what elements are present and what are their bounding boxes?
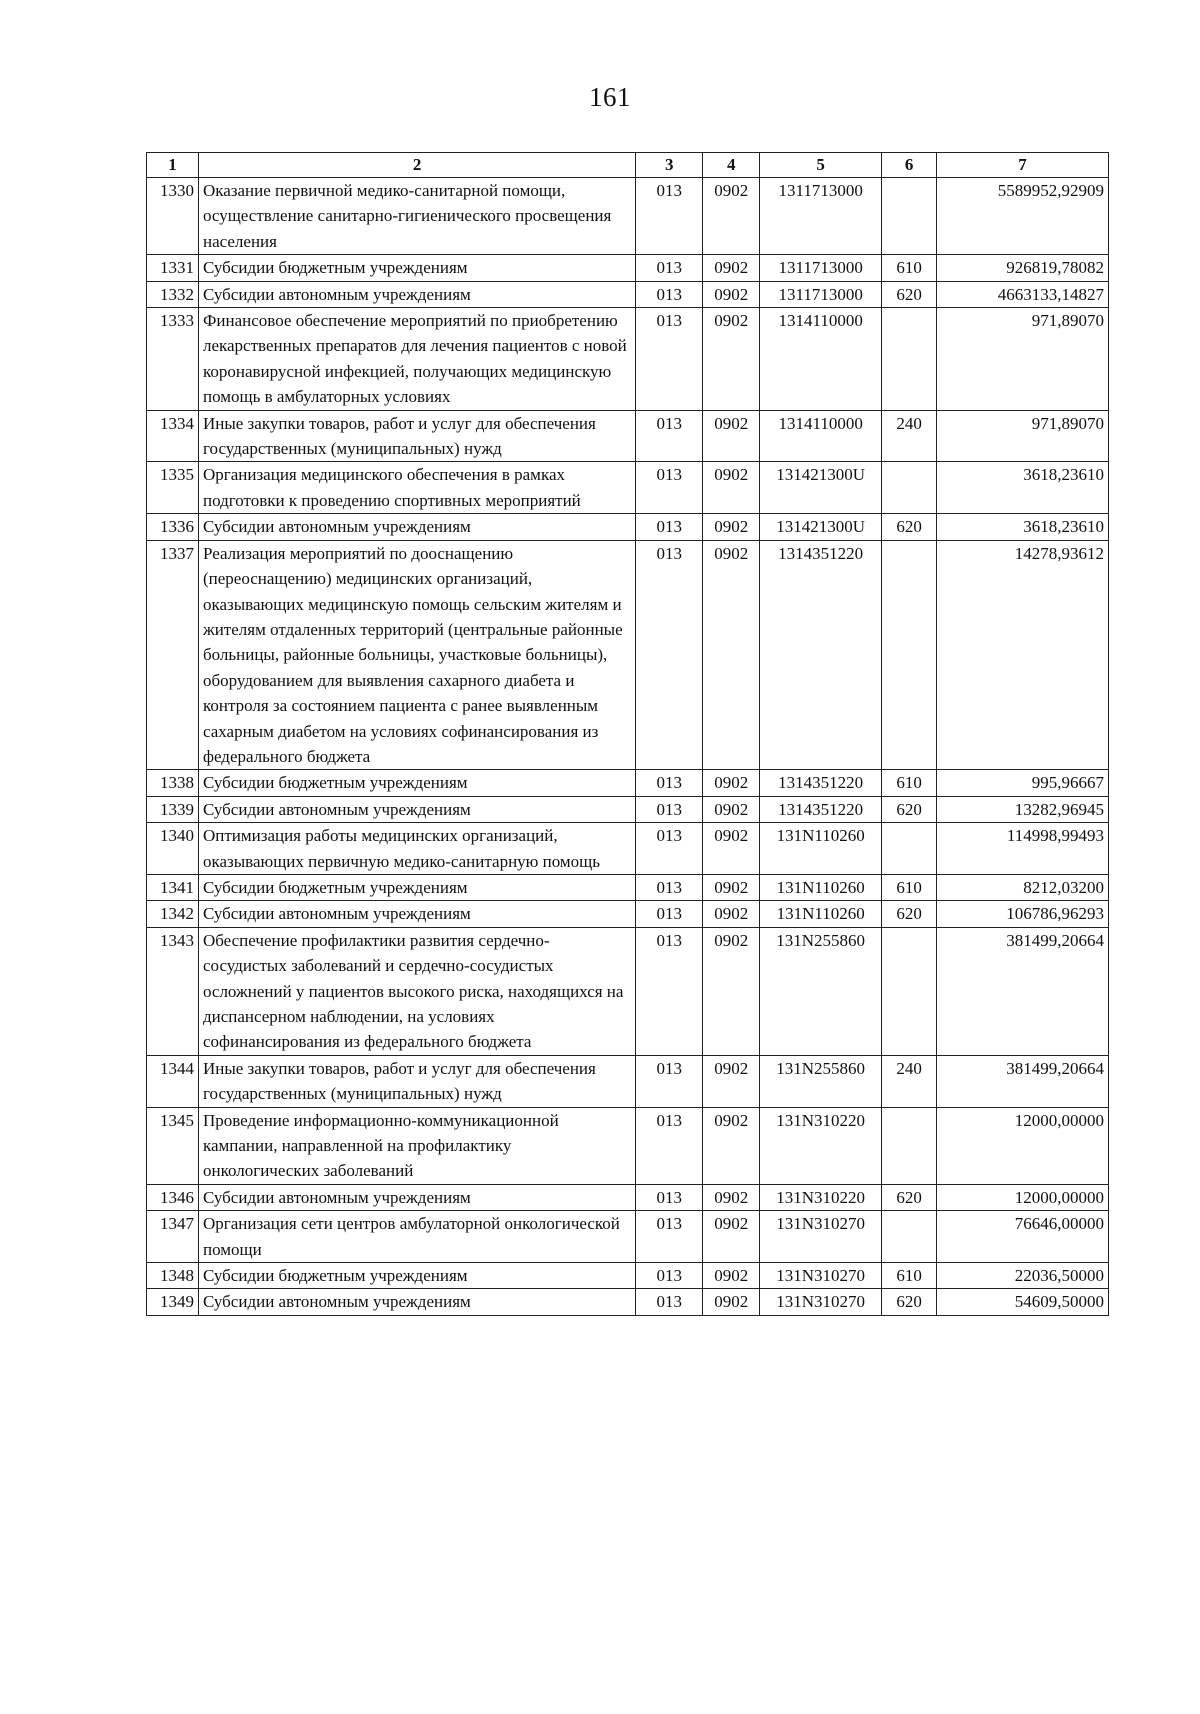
target-article-code: 131421300U: [760, 462, 882, 514]
row-description: Иные закупки товаров, работ и услуг для обеспечения государственных (муниципальных) нужд: [198, 410, 635, 462]
column-header: 1: [147, 153, 199, 178]
section-code: 0902: [703, 540, 760, 770]
expense-type-code: 610: [882, 1263, 937, 1289]
column-header: 4: [703, 153, 760, 178]
table-row: [147, 1289, 1109, 1315]
ministry-code: 013: [636, 796, 703, 822]
row-number: 1335: [147, 462, 199, 514]
column-header: 3: [636, 153, 703, 178]
row-description: Субсидии бюджетным учреждениям: [198, 255, 635, 281]
row-number: 1349: [147, 1289, 199, 1315]
expense-type-code: 620: [882, 281, 937, 307]
row-description: Субсидии автономным учреждениям: [198, 1289, 635, 1315]
amount: 971,89070: [937, 308, 1109, 411]
expense-type-code: [882, 927, 937, 1055]
ministry-code: 013: [636, 1107, 703, 1184]
amount: 3618,23610: [937, 462, 1109, 514]
row-description: Финансовое обеспечение мероприятий по приобретению лекарственных препаратов для лечения пациентов с новой коронавирусной инфекцией, получающих медицинскую помощь в амбулаторных условиях: [198, 308, 635, 411]
ministry-code: 013: [636, 410, 703, 462]
expense-type-code: 620: [882, 901, 937, 927]
amount: 76646,00000: [937, 1211, 1109, 1263]
expense-type-code: 620: [882, 1184, 937, 1210]
table-row: [147, 462, 1109, 514]
target-article-code: 131N310270: [760, 1211, 882, 1263]
expense-type-code: [882, 540, 937, 770]
target-article-code: 131N310270: [760, 1263, 882, 1289]
expense-type-code: 610: [882, 874, 937, 900]
target-article-code: 1314110000: [760, 308, 882, 411]
row-description: Проведение информационно-коммуникационной кампании, направленной на профилактику онкологических заболеваний: [198, 1107, 635, 1184]
section-code: 0902: [703, 308, 760, 411]
expense-type-code: 610: [882, 255, 937, 281]
row-number: 1337: [147, 540, 199, 770]
section-code: 0902: [703, 462, 760, 514]
table-row: [147, 823, 1109, 875]
table-row: [147, 540, 1109, 770]
ministry-code: 013: [636, 1055, 703, 1107]
amount: 54609,50000: [937, 1289, 1109, 1315]
table-row: [147, 178, 1109, 255]
section-code: 0902: [703, 901, 760, 927]
target-article-code: 1311713000: [760, 178, 882, 255]
table-body: [147, 178, 1109, 1316]
target-article-code: 131N255860: [760, 927, 882, 1055]
section-code: 0902: [703, 823, 760, 875]
row-number: 1345: [147, 1107, 199, 1184]
amount: 5589952,92909: [937, 178, 1109, 255]
ministry-code: 013: [636, 1184, 703, 1210]
table-row: [147, 308, 1109, 411]
row-number: 1336: [147, 514, 199, 540]
table-row: [147, 281, 1109, 307]
table-row: [147, 1211, 1109, 1263]
row-description: Субсидии автономным учреждениям: [198, 281, 635, 307]
amount: 971,89070: [937, 410, 1109, 462]
row-number: 1333: [147, 308, 199, 411]
row-number: 1343: [147, 927, 199, 1055]
column-header: 6: [882, 153, 937, 178]
ministry-code: 013: [636, 874, 703, 900]
row-description: Субсидии автономным учреждениям: [198, 514, 635, 540]
target-article-code: 131N110260: [760, 874, 882, 900]
amount: 995,96667: [937, 770, 1109, 796]
ministry-code: 013: [636, 1289, 703, 1315]
amount: 3618,23610: [937, 514, 1109, 540]
table-row: [147, 927, 1109, 1055]
budget-table: [146, 152, 1109, 1316]
row-number: 1338: [147, 770, 199, 796]
row-description: Иные закупки товаров, работ и услуг для обеспечения государственных (муниципальных) нужд: [198, 1055, 635, 1107]
row-description: Субсидии бюджетным учреждениям: [198, 1263, 635, 1289]
table-row: [147, 255, 1109, 281]
target-article-code: 1314351220: [760, 770, 882, 796]
ministry-code: 013: [636, 927, 703, 1055]
target-article-code: 1311713000: [760, 281, 882, 307]
amount: 22036,50000: [937, 1263, 1109, 1289]
expense-type-code: 240: [882, 1055, 937, 1107]
row-number: 1334: [147, 410, 199, 462]
table-row: [147, 1055, 1109, 1107]
target-article-code: 131N310270: [760, 1289, 882, 1315]
table-row: [147, 410, 1109, 462]
section-code: 0902: [703, 770, 760, 796]
amount: 14278,93612: [937, 540, 1109, 770]
section-code: 0902: [703, 1107, 760, 1184]
amount: 106786,96293: [937, 901, 1109, 927]
row-number: 1341: [147, 874, 199, 900]
row-description: Организация медицинского обеспечения в рамках подготовки к проведению спортивных мероприятий: [198, 462, 635, 514]
expense-type-code: 620: [882, 1289, 937, 1315]
page-number: 161: [589, 82, 631, 112]
table-header: [147, 153, 1109, 178]
expense-type-code: 620: [882, 796, 937, 822]
amount: 926819,78082: [937, 255, 1109, 281]
column-header: 5: [760, 153, 882, 178]
section-code: 0902: [703, 927, 760, 1055]
section-code: 0902: [703, 1289, 760, 1315]
target-article-code: 131N310220: [760, 1184, 882, 1210]
row-number: 1330: [147, 178, 199, 255]
amount: 13282,96945: [937, 796, 1109, 822]
amount: 8212,03200: [937, 874, 1109, 900]
ministry-code: 013: [636, 1263, 703, 1289]
table-row: [147, 901, 1109, 927]
row-number: 1331: [147, 255, 199, 281]
column-header: 2: [198, 153, 635, 178]
ministry-code: 013: [636, 901, 703, 927]
amount: 4663133,14827: [937, 281, 1109, 307]
section-code: 0902: [703, 1055, 760, 1107]
expense-type-code: 620: [882, 514, 937, 540]
row-description: Оптимизация работы медицинских организаций, оказывающих первичную медико-санитарную помощь: [198, 823, 635, 875]
row-description: Субсидии автономным учреждениям: [198, 796, 635, 822]
amount: 12000,00000: [937, 1184, 1109, 1210]
ministry-code: 013: [636, 1211, 703, 1263]
expense-type-code: [882, 462, 937, 514]
expense-type-code: [882, 1107, 937, 1184]
header-row: [147, 153, 1109, 178]
section-code: 0902: [703, 1184, 760, 1210]
ministry-code: 013: [636, 178, 703, 255]
row-description: Реализация мероприятий по дооснащению (переоснащению) медицинских организаций, оказывающих медицинскую помощь сельским жителям и жителям отдаленных территорий (центральные районные больницы, районные больницы, участковые больницы), оборудованием для выявления сахарного диабета и контроля за состоянием пациента с ранее выявленным сахарным диабетом на условиях софинансирования из федерального бюджета: [198, 540, 635, 770]
ministry-code: 013: [636, 540, 703, 770]
amount: 381499,20664: [937, 927, 1109, 1055]
section-code: 0902: [703, 874, 760, 900]
table-row: [147, 1107, 1109, 1184]
ministry-code: 013: [636, 770, 703, 796]
row-number: 1340: [147, 823, 199, 875]
target-article-code: 1314351220: [760, 796, 882, 822]
target-article-code: 131N110260: [760, 823, 882, 875]
amount: 381499,20664: [937, 1055, 1109, 1107]
row-number: 1348: [147, 1263, 199, 1289]
row-description: Оказание первичной медико-санитарной помощи, осуществление санитарно-гигиенического просвещения населения: [198, 178, 635, 255]
ministry-code: 013: [636, 281, 703, 307]
section-code: 0902: [703, 410, 760, 462]
section-code: 0902: [703, 178, 760, 255]
row-number: 1332: [147, 281, 199, 307]
ministry-code: 013: [636, 514, 703, 540]
section-code: 0902: [703, 255, 760, 281]
row-number: 1339: [147, 796, 199, 822]
row-description: Субсидии автономным учреждениям: [198, 1184, 635, 1210]
target-article-code: 131421300U: [760, 514, 882, 540]
table-row: [147, 514, 1109, 540]
section-code: 0902: [703, 1211, 760, 1263]
ministry-code: 013: [636, 823, 703, 875]
expense-type-code: [882, 178, 937, 255]
row-number: 1346: [147, 1184, 199, 1210]
section-code: 0902: [703, 281, 760, 307]
row-number: 1347: [147, 1211, 199, 1263]
table-row: [147, 1263, 1109, 1289]
target-article-code: 131N310220: [760, 1107, 882, 1184]
target-article-code: 131N110260: [760, 901, 882, 927]
target-article-code: 131N255860: [760, 1055, 882, 1107]
ministry-code: 013: [636, 462, 703, 514]
target-article-code: 1314351220: [760, 540, 882, 770]
row-description: Субсидии бюджетным учреждениям: [198, 874, 635, 900]
section-code: 0902: [703, 1263, 760, 1289]
table-row: [147, 796, 1109, 822]
row-description: Субсидии бюджетным учреждениям: [198, 770, 635, 796]
expense-type-code: [882, 308, 937, 411]
section-code: 0902: [703, 514, 760, 540]
amount: 12000,00000: [937, 1107, 1109, 1184]
row-description: Субсидии автономным учреждениям: [198, 901, 635, 927]
expense-type-code: 610: [882, 770, 937, 796]
table-row: [147, 770, 1109, 796]
row-number: 1342: [147, 901, 199, 927]
section-code: 0902: [703, 796, 760, 822]
expense-type-code: 240: [882, 410, 937, 462]
target-article-code: 1311713000: [760, 255, 882, 281]
amount: 114998,99493: [937, 823, 1109, 875]
ministry-code: 013: [636, 308, 703, 411]
expense-type-code: [882, 823, 937, 875]
column-header: 7: [937, 153, 1109, 178]
row-number: 1344: [147, 1055, 199, 1107]
row-description: Обеспечение профилактики развития сердечно-сосудистых заболеваний и сердечно-сосудистых осложнений у пациентов высокого риска, находящихся на диспансерном наблюдении, на условиях софинансирования из федерального бюджета: [198, 927, 635, 1055]
expense-type-code: [882, 1211, 937, 1263]
target-article-code: 1314110000: [760, 410, 882, 462]
table-row: [147, 1184, 1109, 1210]
row-description: Организация сети центров амбулаторной онкологической помощи: [198, 1211, 635, 1263]
table-row: [147, 874, 1109, 900]
ministry-code: 013: [636, 255, 703, 281]
